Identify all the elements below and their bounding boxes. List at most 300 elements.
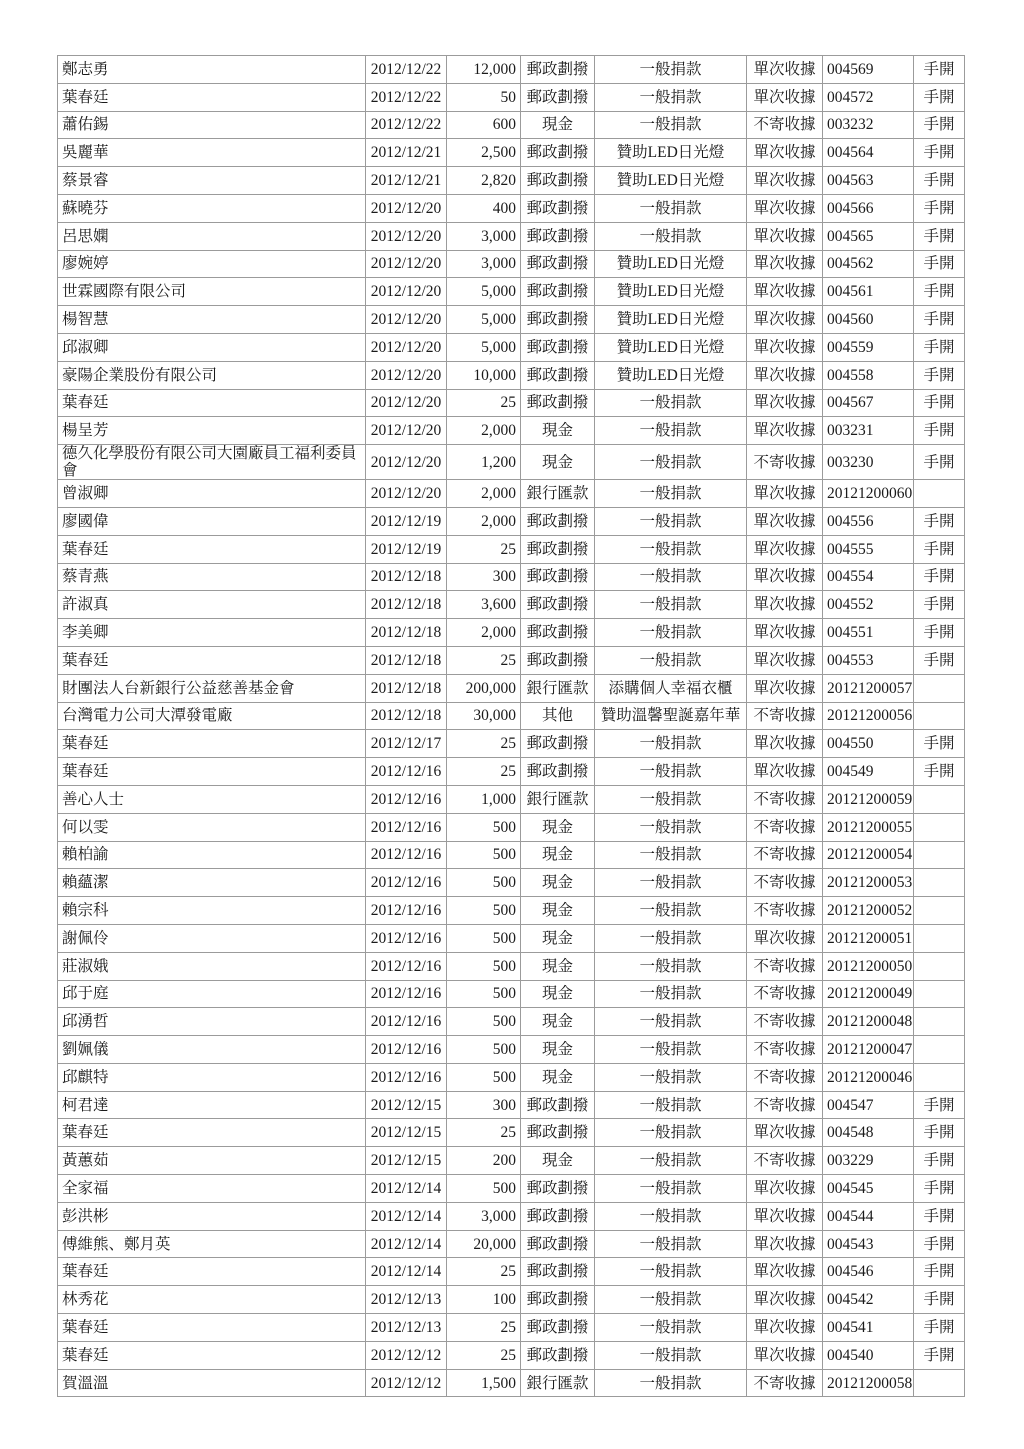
donation-amount-cell: 2,820: [447, 167, 521, 195]
donation-purpose-cell: 一般捐款: [595, 869, 747, 897]
donor-name-cell: 豪陽企業股份有限公司: [58, 361, 366, 389]
donation-date-cell: 2012/12/13: [366, 1314, 447, 1342]
payment-method-cell: 郵政劃撥: [521, 167, 595, 195]
donation-amount-cell: 1,000: [447, 785, 521, 813]
receipt-number-cell: 20121200052: [823, 897, 914, 925]
donor-name-cell: 傅維熊、鄭月英: [58, 1230, 366, 1258]
payment-method-cell: 郵政劃撥: [521, 361, 595, 389]
receipt-number-cell: 004555: [823, 535, 914, 563]
receipt-number-cell: 20121200047: [823, 1036, 914, 1064]
payment-method-cell: 現金: [521, 897, 595, 925]
donation-purpose-cell: 一般捐款: [595, 841, 747, 869]
donation-date-cell: 2012/12/20: [366, 389, 447, 417]
payment-method-cell: 郵政劃撥: [521, 1119, 595, 1147]
donor-name-cell: 賴蘊潔: [58, 869, 366, 897]
receipt-number-cell: 004559: [823, 333, 914, 361]
payment-method-cell: 郵政劃撥: [521, 250, 595, 278]
receipt-type-cell: 不寄收據: [747, 980, 823, 1008]
donation-purpose-cell: 一般捐款: [595, 924, 747, 952]
payment-method-cell: 郵政劃撥: [521, 1091, 595, 1119]
receipt-type-cell: 單次收據: [747, 1314, 823, 1342]
table-row: [58, 952, 965, 980]
donation-date-cell: 2012/12/20: [366, 194, 447, 222]
receipt-number-cell: 004561: [823, 278, 914, 306]
table-row: [58, 813, 965, 841]
receipt-type-cell: 單次收據: [747, 56, 823, 84]
table-row: [58, 56, 965, 84]
payment-method-cell: 現金: [521, 841, 595, 869]
issue-method-cell: 手開: [914, 278, 965, 306]
receipt-type-cell: 單次收據: [747, 924, 823, 952]
issue-method-cell: 手開: [914, 111, 965, 139]
donation-amount-cell: 500: [447, 1036, 521, 1064]
issue-method-cell: 手開: [914, 1119, 965, 1147]
table-row: [58, 702, 965, 730]
donation-date-cell: 2012/12/20: [366, 222, 447, 250]
table-row: [58, 1036, 965, 1064]
payment-method-cell: 銀行匯款: [521, 785, 595, 813]
donor-name-cell: 蘇曉芬: [58, 194, 366, 222]
receipt-type-cell: 不寄收據: [747, 869, 823, 897]
donation-amount-cell: 5,000: [447, 278, 521, 306]
receipt-number-cell: 004543: [823, 1230, 914, 1258]
receipt-type-cell: 不寄收據: [747, 1008, 823, 1036]
issue-method-cell: 手開: [914, 167, 965, 195]
issue-method-cell: [914, 1063, 965, 1091]
receipt-number-cell: 004545: [823, 1175, 914, 1203]
donation-date-cell: 2012/12/20: [366, 417, 447, 445]
donor-name-cell: 何以雯: [58, 813, 366, 841]
payment-method-cell: 郵政劃撥: [521, 563, 595, 591]
receipt-type-cell: 不寄收據: [747, 785, 823, 813]
donation-amount-cell: 3,000: [447, 1202, 521, 1230]
table-row: [58, 1258, 965, 1286]
table-row: [58, 897, 965, 925]
receipt-number-cell: 004547: [823, 1091, 914, 1119]
issue-method-cell: 手開: [914, 1091, 965, 1119]
issue-method-cell: 手開: [914, 1202, 965, 1230]
donation-amount-cell: 500: [447, 1175, 521, 1203]
payment-method-cell: 現金: [521, 813, 595, 841]
issue-method-cell: 手開: [914, 619, 965, 647]
donation-amount-cell: 300: [447, 563, 521, 591]
issue-method-cell: 手開: [914, 1147, 965, 1175]
donation-amount-cell: 25: [447, 646, 521, 674]
receipt-type-cell: 單次收據: [747, 167, 823, 195]
donor-name-cell: 蔡景睿: [58, 167, 366, 195]
donation-purpose-cell: 贊助溫馨聖誕嘉年華: [595, 702, 747, 730]
donation-purpose-cell: 一般捐款: [595, 1036, 747, 1064]
payment-method-cell: 現金: [521, 417, 595, 445]
issue-method-cell: 手開: [914, 222, 965, 250]
table-row: [58, 445, 965, 480]
donation-amount-cell: 500: [447, 980, 521, 1008]
donation-purpose-cell: 一般捐款: [595, 194, 747, 222]
donor-name-cell: 邱湧哲: [58, 1008, 366, 1036]
donation-amount-cell: 2,000: [447, 480, 521, 508]
issue-method-cell: 手開: [914, 333, 965, 361]
table-row: [58, 1314, 965, 1342]
receipt-type-cell: 單次收據: [747, 646, 823, 674]
donation-date-cell: 2012/12/18: [366, 591, 447, 619]
donation-amount-cell: 25: [447, 1341, 521, 1369]
receipt-type-cell: 不寄收據: [747, 1036, 823, 1064]
donor-name-cell: 蔡青燕: [58, 563, 366, 591]
donor-name-cell: 葉春廷: [58, 1119, 366, 1147]
issue-method-cell: 手開: [914, 361, 965, 389]
receipt-type-cell: 單次收據: [747, 591, 823, 619]
receipt-number-cell: 004540: [823, 1341, 914, 1369]
donation-date-cell: 2012/12/12: [366, 1341, 447, 1369]
donation-amount-cell: 300: [447, 1091, 521, 1119]
donation-purpose-cell: 一般捐款: [595, 646, 747, 674]
donor-name-cell: 彭洪彬: [58, 1202, 366, 1230]
table-row: [58, 1286, 965, 1314]
donation-date-cell: 2012/12/18: [366, 702, 447, 730]
donor-name-cell: 曾淑卿: [58, 480, 366, 508]
issue-method-cell: 手開: [914, 758, 965, 786]
table-row: [58, 1202, 965, 1230]
issue-method-cell: 手開: [914, 591, 965, 619]
donor-name-cell: 葉春廷: [58, 83, 366, 111]
donation-amount-cell: 1,200: [447, 445, 521, 480]
receipt-type-cell: 單次收據: [747, 619, 823, 647]
donation-date-cell: 2012/12/16: [366, 785, 447, 813]
issue-method-cell: [914, 869, 965, 897]
receipt-number-cell: 20121200046: [823, 1063, 914, 1091]
receipt-number-cell: 20121200050: [823, 952, 914, 980]
receipt-type-cell: 不寄收據: [747, 813, 823, 841]
receipt-number-cell: 20121200053: [823, 869, 914, 897]
donation-date-cell: 2012/12/20: [366, 306, 447, 334]
payment-method-cell: 郵政劃撥: [521, 194, 595, 222]
donation-date-cell: 2012/12/16: [366, 1036, 447, 1064]
payment-method-cell: 郵政劃撥: [521, 507, 595, 535]
donor-name-cell: 廖婉婷: [58, 250, 366, 278]
receipt-type-cell: 不寄收據: [747, 445, 823, 480]
donation-purpose-cell: 一般捐款: [595, 980, 747, 1008]
donation-amount-cell: 500: [447, 897, 521, 925]
table-row: [58, 222, 965, 250]
receipt-type-cell: 單次收據: [747, 480, 823, 508]
receipt-type-cell: 單次收據: [747, 1175, 823, 1203]
table-row: [58, 730, 965, 758]
donor-name-cell: 賀溫溫: [58, 1369, 366, 1397]
receipt-number-cell: 004541: [823, 1314, 914, 1342]
payment-method-cell: 郵政劃撥: [521, 389, 595, 417]
receipt-type-cell: 單次收據: [747, 417, 823, 445]
receipt-number-cell: 20121200048: [823, 1008, 914, 1036]
payment-method-cell: 銀行匯款: [521, 480, 595, 508]
donation-purpose-cell: 一般捐款: [595, 1202, 747, 1230]
issue-method-cell: [914, 1036, 965, 1064]
table-row: [58, 139, 965, 167]
receipt-type-cell: 不寄收據: [747, 952, 823, 980]
donor-name-cell: 台灣電力公司大潭發電廠: [58, 702, 366, 730]
receipt-number-cell: 20121200059: [823, 785, 914, 813]
receipt-type-cell: 不寄收據: [747, 702, 823, 730]
receipt-type-cell: 單次收據: [747, 1119, 823, 1147]
payment-method-cell: 現金: [521, 869, 595, 897]
donor-name-cell: 楊智慧: [58, 306, 366, 334]
receipt-type-cell: 單次收據: [747, 194, 823, 222]
payment-method-cell: 銀行匯款: [521, 1369, 595, 1397]
donation-amount-cell: 25: [447, 730, 521, 758]
donor-name-cell: 邱于庭: [58, 980, 366, 1008]
table-row: [58, 1063, 965, 1091]
receipt-type-cell: 單次收據: [747, 674, 823, 702]
receipt-type-cell: 不寄收據: [747, 1091, 823, 1119]
issue-method-cell: 手開: [914, 250, 965, 278]
receipt-type-cell: 單次收據: [747, 1230, 823, 1258]
donor-name-cell: 葉春廷: [58, 1314, 366, 1342]
receipt-number-cell: 004556: [823, 507, 914, 535]
payment-method-cell: 郵政劃撥: [521, 1341, 595, 1369]
donation-amount-cell: 12,000: [447, 56, 521, 84]
donation-date-cell: 2012/12/16: [366, 813, 447, 841]
receipt-number-cell: 003229: [823, 1147, 914, 1175]
donor-name-cell: 葉春廷: [58, 646, 366, 674]
donation-date-cell: 2012/12/16: [366, 841, 447, 869]
payment-method-cell: 現金: [521, 1008, 595, 1036]
receipt-number-cell: 004551: [823, 619, 914, 647]
issue-method-cell: 手開: [914, 83, 965, 111]
payment-method-cell: 郵政劃撥: [521, 591, 595, 619]
donation-purpose-cell: 贊助LED日光燈: [595, 167, 747, 195]
table-row: [58, 306, 965, 334]
receipt-number-cell: 20121200054: [823, 841, 914, 869]
donation-date-cell: 2012/12/14: [366, 1258, 447, 1286]
receipt-type-cell: 不寄收據: [747, 897, 823, 925]
issue-method-cell: [914, 674, 965, 702]
table-row: [58, 1091, 965, 1119]
donor-name-cell: 葉春廷: [58, 389, 366, 417]
donation-purpose-cell: 一般捐款: [595, 897, 747, 925]
donation-date-cell: 2012/12/20: [366, 480, 447, 508]
payment-method-cell: 現金: [521, 1036, 595, 1064]
issue-method-cell: 手開: [914, 1230, 965, 1258]
issue-method-cell: 手開: [914, 1286, 965, 1314]
donation-date-cell: 2012/12/16: [366, 1063, 447, 1091]
receipt-number-cell: 004549: [823, 758, 914, 786]
donation-purpose-cell: 添購個人幸福衣櫃: [595, 674, 747, 702]
payment-method-cell: 郵政劃撥: [521, 535, 595, 563]
donation-purpose-cell: 一般捐款: [595, 222, 747, 250]
donation-purpose-cell: 一般捐款: [595, 535, 747, 563]
table-row: [58, 1369, 965, 1397]
table-row: [58, 1147, 965, 1175]
donation-amount-cell: 5,000: [447, 306, 521, 334]
issue-method-cell: 手開: [914, 389, 965, 417]
table-row: [58, 1008, 965, 1036]
donation-amount-cell: 5,000: [447, 333, 521, 361]
table-row: [58, 869, 965, 897]
donation-purpose-cell: 贊助LED日光燈: [595, 278, 747, 306]
donation-date-cell: 2012/12/18: [366, 619, 447, 647]
donation-amount-cell: 200,000: [447, 674, 521, 702]
receipt-number-cell: 003232: [823, 111, 914, 139]
payment-method-cell: 郵政劃撥: [521, 758, 595, 786]
donor-name-cell: 李美卿: [58, 619, 366, 647]
receipt-type-cell: 單次收據: [747, 250, 823, 278]
payment-method-cell: 銀行匯款: [521, 674, 595, 702]
donation-date-cell: 2012/12/13: [366, 1286, 447, 1314]
payment-method-cell: 現金: [521, 980, 595, 1008]
issue-method-cell: [914, 702, 965, 730]
receipt-number-cell: 004569: [823, 56, 914, 84]
donation-purpose-cell: 一般捐款: [595, 480, 747, 508]
donation-date-cell: 2012/12/21: [366, 167, 447, 195]
receipt-number-cell: 20121200051: [823, 924, 914, 952]
donation-table: [57, 55, 965, 1397]
table-row: [58, 194, 965, 222]
donor-name-cell: 賴宗科: [58, 897, 366, 925]
donation-date-cell: 2012/12/12: [366, 1369, 447, 1397]
table-row: [58, 1119, 965, 1147]
issue-method-cell: 手開: [914, 56, 965, 84]
donation-amount-cell: 500: [447, 952, 521, 980]
issue-method-cell: 手開: [914, 1258, 965, 1286]
table-row: [58, 1175, 965, 1203]
donation-date-cell: 2012/12/16: [366, 758, 447, 786]
donor-name-cell: 林秀花: [58, 1286, 366, 1314]
receipt-type-cell: 單次收據: [747, 306, 823, 334]
donation-amount-cell: 50: [447, 83, 521, 111]
table-row: [58, 361, 965, 389]
table-row: [58, 758, 965, 786]
donation-amount-cell: 500: [447, 869, 521, 897]
donation-date-cell: 2012/12/18: [366, 563, 447, 591]
donation-amount-cell: 10,000: [447, 361, 521, 389]
table-row: [58, 480, 965, 508]
donation-purpose-cell: 一般捐款: [595, 1230, 747, 1258]
donor-name-cell: 德久化學股份有限公司大園廠員工福利委員會: [58, 445, 366, 480]
table-row: [58, 1230, 965, 1258]
donation-amount-cell: 2,000: [447, 417, 521, 445]
donor-name-cell: 柯君達: [58, 1091, 366, 1119]
issue-method-cell: 手開: [914, 1341, 965, 1369]
donation-purpose-cell: 一般捐款: [595, 952, 747, 980]
receipt-type-cell: 不寄收據: [747, 1369, 823, 1397]
donation-purpose-cell: 一般捐款: [595, 1314, 747, 1342]
donation-date-cell: 2012/12/15: [366, 1091, 447, 1119]
donor-name-cell: 黃蕙茹: [58, 1147, 366, 1175]
donation-date-cell: 2012/12/16: [366, 952, 447, 980]
receipt-type-cell: 單次收據: [747, 83, 823, 111]
donation-amount-cell: 2,000: [447, 619, 521, 647]
donation-amount-cell: 25: [447, 758, 521, 786]
receipt-number-cell: 004558: [823, 361, 914, 389]
table-row: [58, 167, 965, 195]
donation-date-cell: 2012/12/20: [366, 361, 447, 389]
receipt-type-cell: 單次收據: [747, 222, 823, 250]
receipt-type-cell: 單次收據: [747, 333, 823, 361]
payment-method-cell: 郵政劃撥: [521, 1258, 595, 1286]
donation-purpose-cell: 一般捐款: [595, 730, 747, 758]
receipt-type-cell: 單次收據: [747, 1202, 823, 1230]
receipt-number-cell: 004542: [823, 1286, 914, 1314]
payment-method-cell: 郵政劃撥: [521, 1314, 595, 1342]
receipt-type-cell: 單次收據: [747, 1286, 823, 1314]
donation-purpose-cell: 一般捐款: [595, 1286, 747, 1314]
donor-name-cell: 謝佩伶: [58, 924, 366, 952]
donation-date-cell: 2012/12/19: [366, 535, 447, 563]
donor-name-cell: 葉春廷: [58, 1258, 366, 1286]
donation-purpose-cell: 一般捐款: [595, 758, 747, 786]
donor-name-cell: 莊淑娥: [58, 952, 366, 980]
donation-purpose-cell: 一般捐款: [595, 1258, 747, 1286]
table-row: [58, 785, 965, 813]
issue-method-cell: 手開: [914, 417, 965, 445]
donation-purpose-cell: 一般捐款: [595, 507, 747, 535]
donation-purpose-cell: 一般捐款: [595, 1119, 747, 1147]
issue-method-cell: [914, 1369, 965, 1397]
donation-purpose-cell: 一般捐款: [595, 785, 747, 813]
donation-date-cell: 2012/12/14: [366, 1175, 447, 1203]
issue-method-cell: 手開: [914, 507, 965, 535]
donor-name-cell: 葉春廷: [58, 758, 366, 786]
donation-purpose-cell: 一般捐款: [595, 1008, 747, 1036]
issue-method-cell: 手開: [914, 139, 965, 167]
donation-amount-cell: 3,000: [447, 250, 521, 278]
donation-date-cell: 2012/12/16: [366, 869, 447, 897]
donation-date-cell: 2012/12/20: [366, 445, 447, 480]
donation-amount-cell: 500: [447, 841, 521, 869]
donation-amount-cell: 2,000: [447, 507, 521, 535]
donor-name-cell: 葉春廷: [58, 1341, 366, 1369]
donation-amount-cell: 200: [447, 1147, 521, 1175]
payment-method-cell: 現金: [521, 924, 595, 952]
receipt-number-cell: 20121200056: [823, 702, 914, 730]
payment-method-cell: 郵政劃撥: [521, 1175, 595, 1203]
donor-name-cell: 吳麗華: [58, 139, 366, 167]
receipt-type-cell: 單次收據: [747, 507, 823, 535]
donation-amount-cell: 400: [447, 194, 521, 222]
donation-date-cell: 2012/12/16: [366, 1008, 447, 1036]
receipt-number-cell: 004546: [823, 1258, 914, 1286]
donation-purpose-cell: 一般捐款: [595, 111, 747, 139]
receipt-number-cell: 004562: [823, 250, 914, 278]
receipt-type-cell: 單次收據: [747, 278, 823, 306]
receipt-type-cell: 單次收據: [747, 389, 823, 417]
payment-method-cell: 現金: [521, 111, 595, 139]
payment-method-cell: 郵政劃撥: [521, 56, 595, 84]
receipt-number-cell: 20121200058: [823, 1369, 914, 1397]
donation-purpose-cell: 一般捐款: [595, 1091, 747, 1119]
donation-purpose-cell: 贊助LED日光燈: [595, 361, 747, 389]
payment-method-cell: 現金: [521, 952, 595, 980]
payment-method-cell: 郵政劃撥: [521, 306, 595, 334]
payment-method-cell: 郵政劃撥: [521, 278, 595, 306]
donor-name-cell: 楊呈芳: [58, 417, 366, 445]
donor-name-cell: 廖國偉: [58, 507, 366, 535]
payment-method-cell: 其他: [521, 702, 595, 730]
table-row: [58, 646, 965, 674]
donation-amount-cell: 500: [447, 813, 521, 841]
donation-purpose-cell: 贊助LED日光燈: [595, 139, 747, 167]
receipt-type-cell: 單次收據: [747, 361, 823, 389]
issue-method-cell: [914, 813, 965, 841]
receipt-number-cell: 003230: [823, 445, 914, 480]
payment-method-cell: 現金: [521, 1147, 595, 1175]
issue-method-cell: [914, 1008, 965, 1036]
receipt-number-cell: 004564: [823, 139, 914, 167]
issue-method-cell: [914, 924, 965, 952]
issue-method-cell: [914, 785, 965, 813]
receipt-number-cell: 004544: [823, 1202, 914, 1230]
receipt-type-cell: 不寄收據: [747, 841, 823, 869]
donation-amount-cell: 3,000: [447, 222, 521, 250]
